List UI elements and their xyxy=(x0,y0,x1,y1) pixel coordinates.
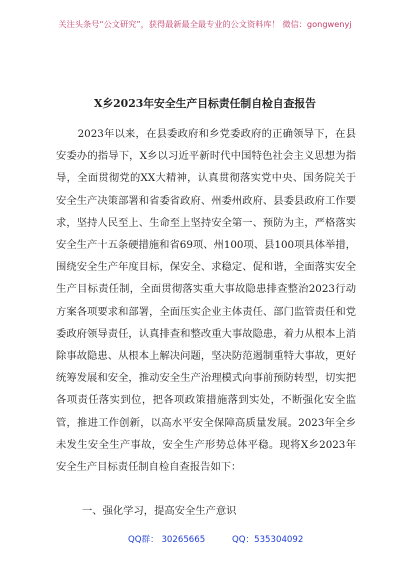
qq-number: QQ：535304092 xyxy=(232,535,304,545)
document-body xyxy=(56,123,356,478)
document-title: X乡2023年安全生产目标责任制自检自查报告 xyxy=(94,97,316,110)
section-heading: 一、强化学习，提高安全生产意识 xyxy=(82,505,237,517)
body-paragraph: 2023年以来，在县委政府和乡党委政府的正确领导下，在县安委办的指导下，X乡以习近平新时代中国特色社会主义思想为指导，全面贯彻党的XX大精神，认真贯彻落实党中央、国务院关于安全生产决策部署和省委省政府、州委州政府、县委县政府工作要求，坚持人民至上、生命至上坚持安全第一、预防为主，严格落实安全生产十五条硬措施和省69项、州100项、县100项具体举措，围绕安全生产年度目标，保安全、求稳定、促和谐，全面落实安全生产目标责任制，全面贯彻落实重大事故隐患排查整治2023行动方案各项要求和部署，全面压实企业主体责任、部门监管责任和党委政府领导责任，认真排查和整改重大事故隐患，着力从根本上消除事故隐患、从根本上解决问题，坚决防范遏制重特大事故，更好统筹发展和安全，推动安全生产治理模式向事前预防转型，切实把各项责任落实到位，把各项政策措施落到实处，不断强化安全监管，推进工作创新，以高水平安全保障高质量发展。2023年全乡未发生安全生产事故，安全生产形势总体平稳。现将X乡2023年安全生产目标责任制自检自查报告如下： xyxy=(56,128,356,474)
promo-banner: 关注头条号“公文研究”，获得最新最全最专业的公文资料库！ 微信：gongwenyj xyxy=(58,19,352,29)
qq-group-number: QQ群： 30265665 xyxy=(128,535,206,545)
page-footer xyxy=(0,532,408,548)
